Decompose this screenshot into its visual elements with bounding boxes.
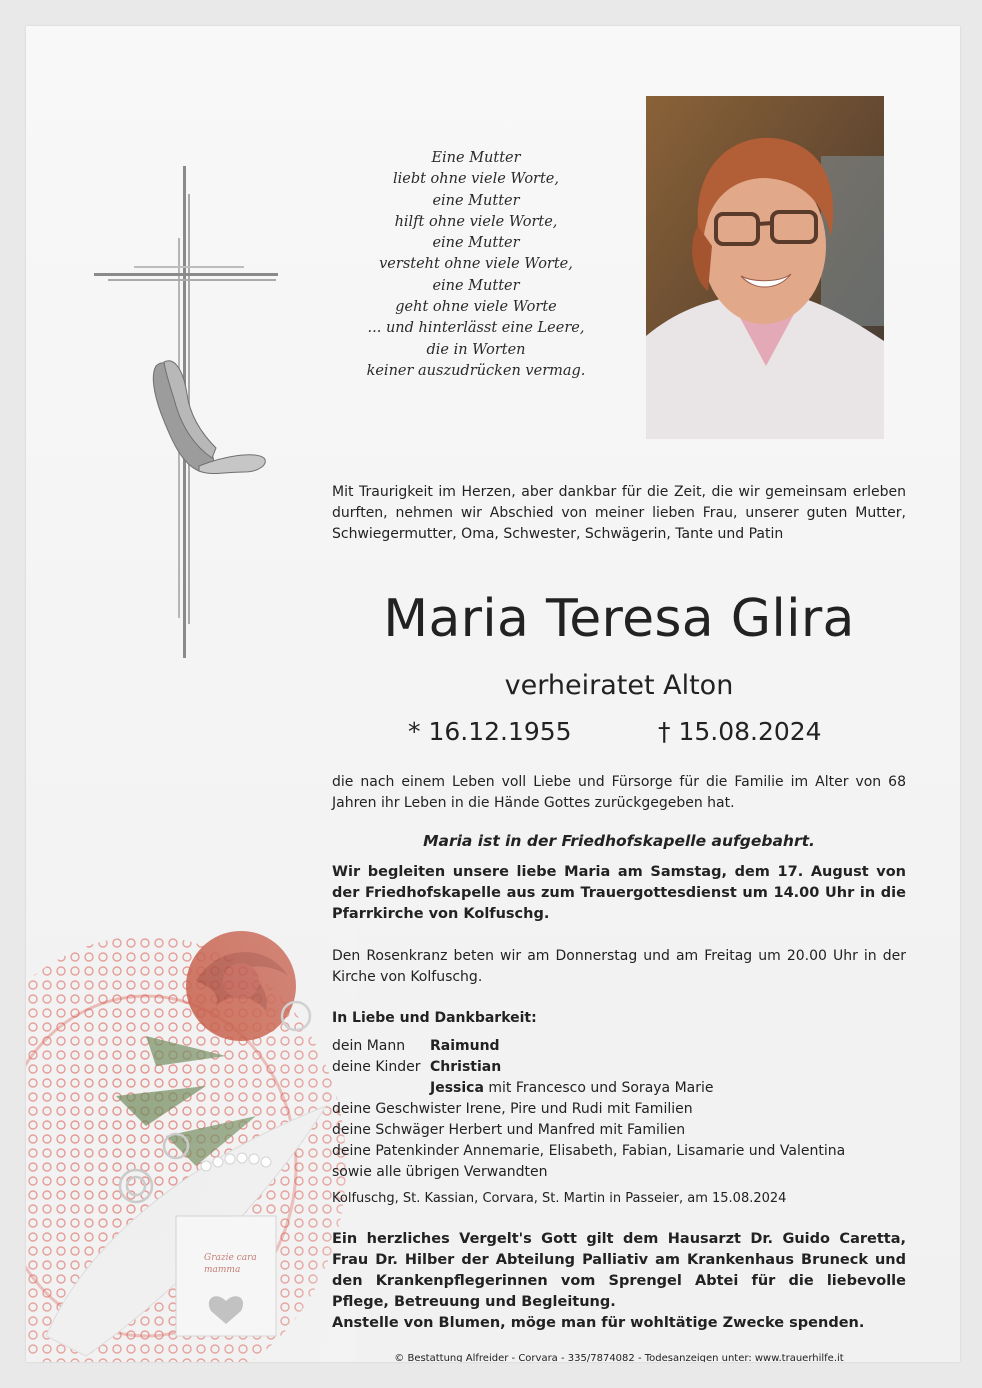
poem-line: die in Worten: [426, 341, 526, 358]
footer: © Bestattung Alfreider - Corvara - 335/7874082 - Todesanzeigen unter: www.trauerhilfe.it: [394, 1353, 844, 1362]
life-text: die nach einem Leben voll Liebe und Fürsorge für die Familie im Alter von 68 Jahren ihr Leben in die Hände Gottes zurückgegeben hat.: [332, 774, 906, 811]
family-row: [332, 1078, 906, 1099]
place-date: Kolfuschg, St. Kassian, Corvara, St. Martin in Passeier, am 15.08.2024: [332, 1191, 787, 1206]
cross-with-praying-hands-icon: [94, 166, 284, 666]
poem: [326, 148, 626, 382]
family-list: [332, 1036, 906, 1183]
family-label: deine Kinder: [332, 1059, 421, 1075]
family-row: [332, 1036, 906, 1057]
laid-out-notice: Maria ist in der Friedhofskapelle aufgebahrt.: [423, 832, 815, 850]
rosary-notice: Den Rosenkranz beten wir am Donnerstag und am Freitag um 20.00 Uhr in der Kirche von Kolfuschg.: [332, 948, 906, 985]
family-row: deine Patenkinder Annemarie, Elisabeth, Fabian, Lisamarie und Valentina: [332, 1143, 846, 1159]
poem-line: ... und hinterlässt eine Leere,: [367, 320, 585, 337]
funeral-notice: Wir begleiten unsere liebe Maria am Samstag, dem 17. August von der Friedhofskapelle aus zum Trauergottesdienst um 14.00 Uhr in die Pfarrkirche von Kolfuschg.: [332, 864, 906, 922]
deceased-name: Maria Teresa Glira: [383, 589, 855, 649]
poem-line: versteht ohne viele Worte,: [379, 256, 573, 273]
family-row: deine Geschwister Irene, Pire und Rudi mit Familien: [332, 1101, 693, 1117]
family-name: Jessica: [430, 1080, 484, 1096]
love-heading: In Liebe und Dankbarkeit:: [332, 1010, 537, 1026]
portrait-photo: [646, 96, 884, 439]
intro-text: Mit Traurigkeit im Herzen, aber dankbar für die Zeit, die wir gemeinsam erleben durften, nehmen wir Abschied von meiner lieben Frau, unserer guten Mutter, Schwiegermutter, Oma, Schwester, Schwägerin, Tante und Patin: [332, 484, 906, 542]
family-row: [332, 1057, 906, 1078]
poem-line: keiner auszudrücken vermag.: [366, 362, 586, 379]
flowers-notice: Anstelle von Blumen, möge man für wohltätige Zwecke spenden.: [332, 1315, 865, 1331]
birth-date: * 16.12.1955: [408, 717, 572, 746]
poem-line: eine Mutter: [432, 235, 520, 252]
family-name: Christian: [430, 1059, 502, 1075]
poem-line: Eine Mutter: [431, 150, 521, 166]
poem-line: geht ohne viele Worte: [395, 299, 557, 316]
thanks-text: Ein herzliches Vergelt's Gott gilt dem Hausarzt Dr. Guido Caretta, Frau Dr. Hilber der Abteilung Palliativ am Krankenhaus Bruneck und den Krankenpflegerinnen vom Sprengel Abtei für die liebevolle Pflege, Betreuung und Begleitung.: [332, 1231, 906, 1310]
family-row: deine Schwäger Herbert und Manfred mit Familien: [332, 1122, 686, 1138]
poem-line: eine Mutter: [432, 277, 520, 294]
family-name: Raimund: [430, 1038, 500, 1054]
family-row: sowie alle übrigen Verwandten: [332, 1164, 548, 1180]
poem-line: hilft ohne viele Worte,: [394, 213, 558, 230]
poem-line: liebt ohne viele Worte,: [392, 171, 559, 188]
rose-decoration-image: [26, 866, 356, 1362]
obituary-page: [26, 26, 960, 1362]
poem-line: eine Mutter: [432, 192, 520, 209]
death-date: † 15.08.2024: [658, 717, 822, 746]
family-detail: mit Francesco und Soraya Marie: [483, 1080, 714, 1096]
family-label: dein Mann: [332, 1038, 406, 1054]
married-name: verheiratet Alton: [504, 670, 734, 701]
card-text: Grazie cara mamma: [204, 1253, 257, 1275]
